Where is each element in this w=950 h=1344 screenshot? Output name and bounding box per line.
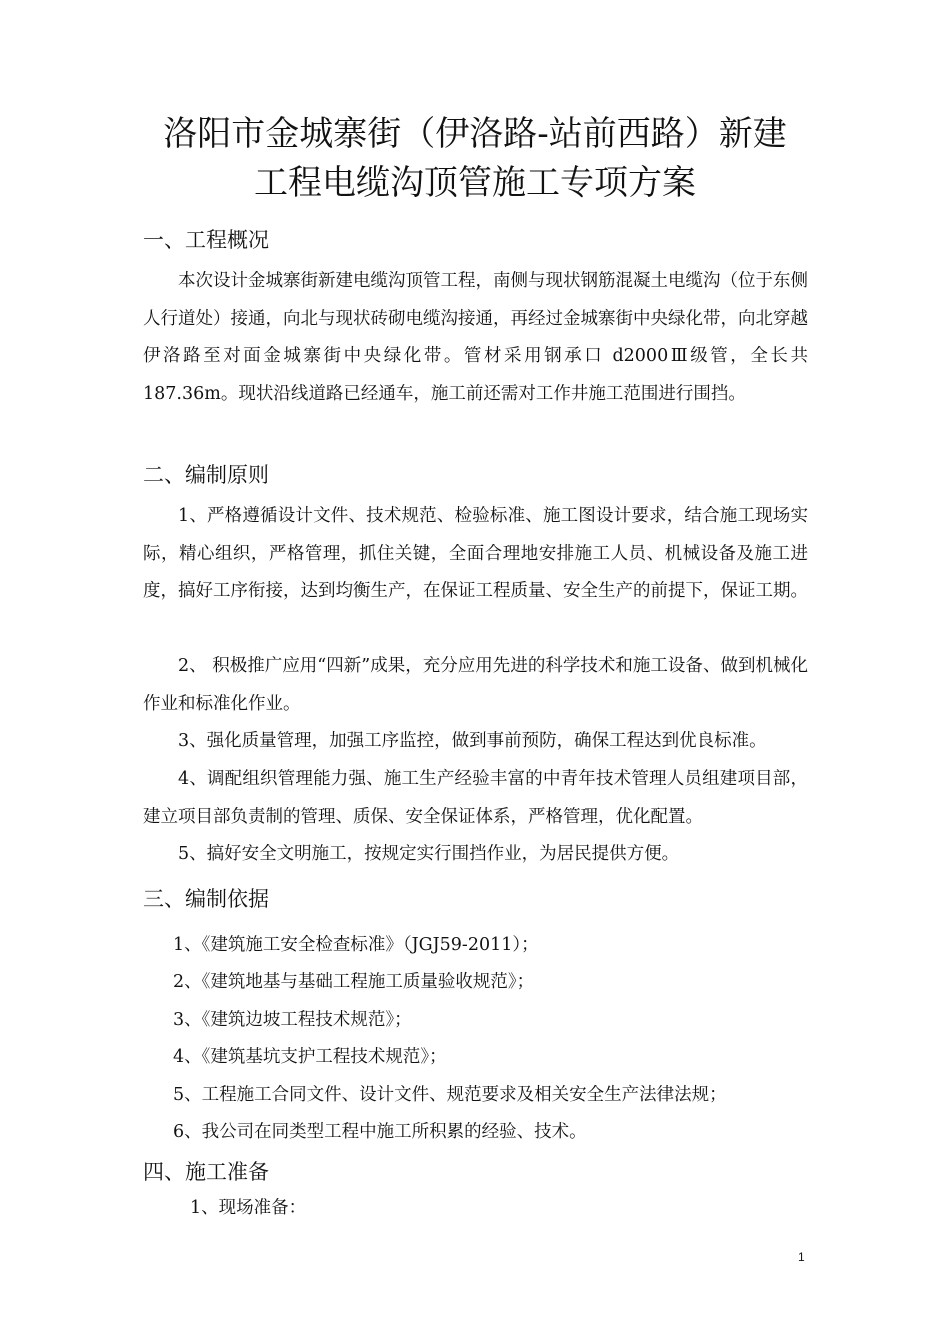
principle-item: 4、调配组织管理能力强、施工生产经验丰富的中青年技术管理人员组建项目部，建立项目部负责制的管理、质保、安全保证体系，严格管理，优化配置。 <box>143 769 808 827</box>
section-heading-overview: 一、工程概况 <box>143 228 269 252</box>
section-heading-principles: 二、编制原则 <box>143 463 269 487</box>
principle-item: 3、强化质量管理，加强工序监控，做到事前预防，确保工程达到优良标准。 <box>178 731 767 751</box>
principle-item: 2、 积极推广应用“四新”成果，充分应用先进的科学技术和施工设备、做到机械化作业和标准化作业。 <box>143 656 808 714</box>
page-number: 1 <box>798 1250 805 1264</box>
basis-item: 2、《建筑地基与基础工程施工质量验收规范》； <box>173 972 535 992</box>
basis-item: 4、《建筑基坑支护工程技术规范》； <box>173 1047 447 1067</box>
principle-item: 1、严格遵循设计文件、技术规范、检验标准、施工图设计要求，结合施工现场实际，精心组织，严格管理，抓住关键，全面合理地安排施工人员、机械设备及施工进度，搞好工序衔接，达到均衡生产，在保证工程质量、安全生产的前提下，保证工期。 <box>143 506 808 601</box>
section-paragraph-overview: 本次设计金城寨街新建电缆沟顶管工程，南侧与现状钢筋混凝土电缆沟（位于东侧人行道处）接通，向北与现状砖砌电缆沟接通，再经过金城寨街中央绿化带，向北穿越伊洛路至对面金城寨街中央绿化带。管材采用钢承口 d2000Ⅲ级管，全长共 187.36m。现状沿线道路已经通车，施工前还需对工作井施工范围进行围挡。 <box>143 271 808 404</box>
document-title-line-2: 工程电缆沟顶管施工专项方案 <box>254 163 696 203</box>
section-heading-basis: 三、编制依据 <box>143 887 269 911</box>
basis-item: 3、《建筑边坡工程技术规范》； <box>173 1010 412 1030</box>
basis-item: 5、工程施工合同文件、设计文件、规范要求及相关安全生产法律法规； <box>173 1085 727 1105</box>
basis-item: 6、我公司在同类型工程中施工所积累的经验、技术。 <box>173 1122 587 1142</box>
document-title-line-1: 洛阳市金城寨街（伊洛路-站前西路）新建 <box>163 114 787 154</box>
section-heading-preparation: 四、施工准备 <box>143 1160 269 1184</box>
basis-item: 1、《建筑施工安全检查标准》（JGJ59-2011）； <box>173 935 539 955</box>
preparation-item: 1、现场准备： <box>190 1198 307 1218</box>
principle-item: 5、搞好安全文明施工，按规定实行围挡作业，为居民提供方便。 <box>178 844 680 864</box>
